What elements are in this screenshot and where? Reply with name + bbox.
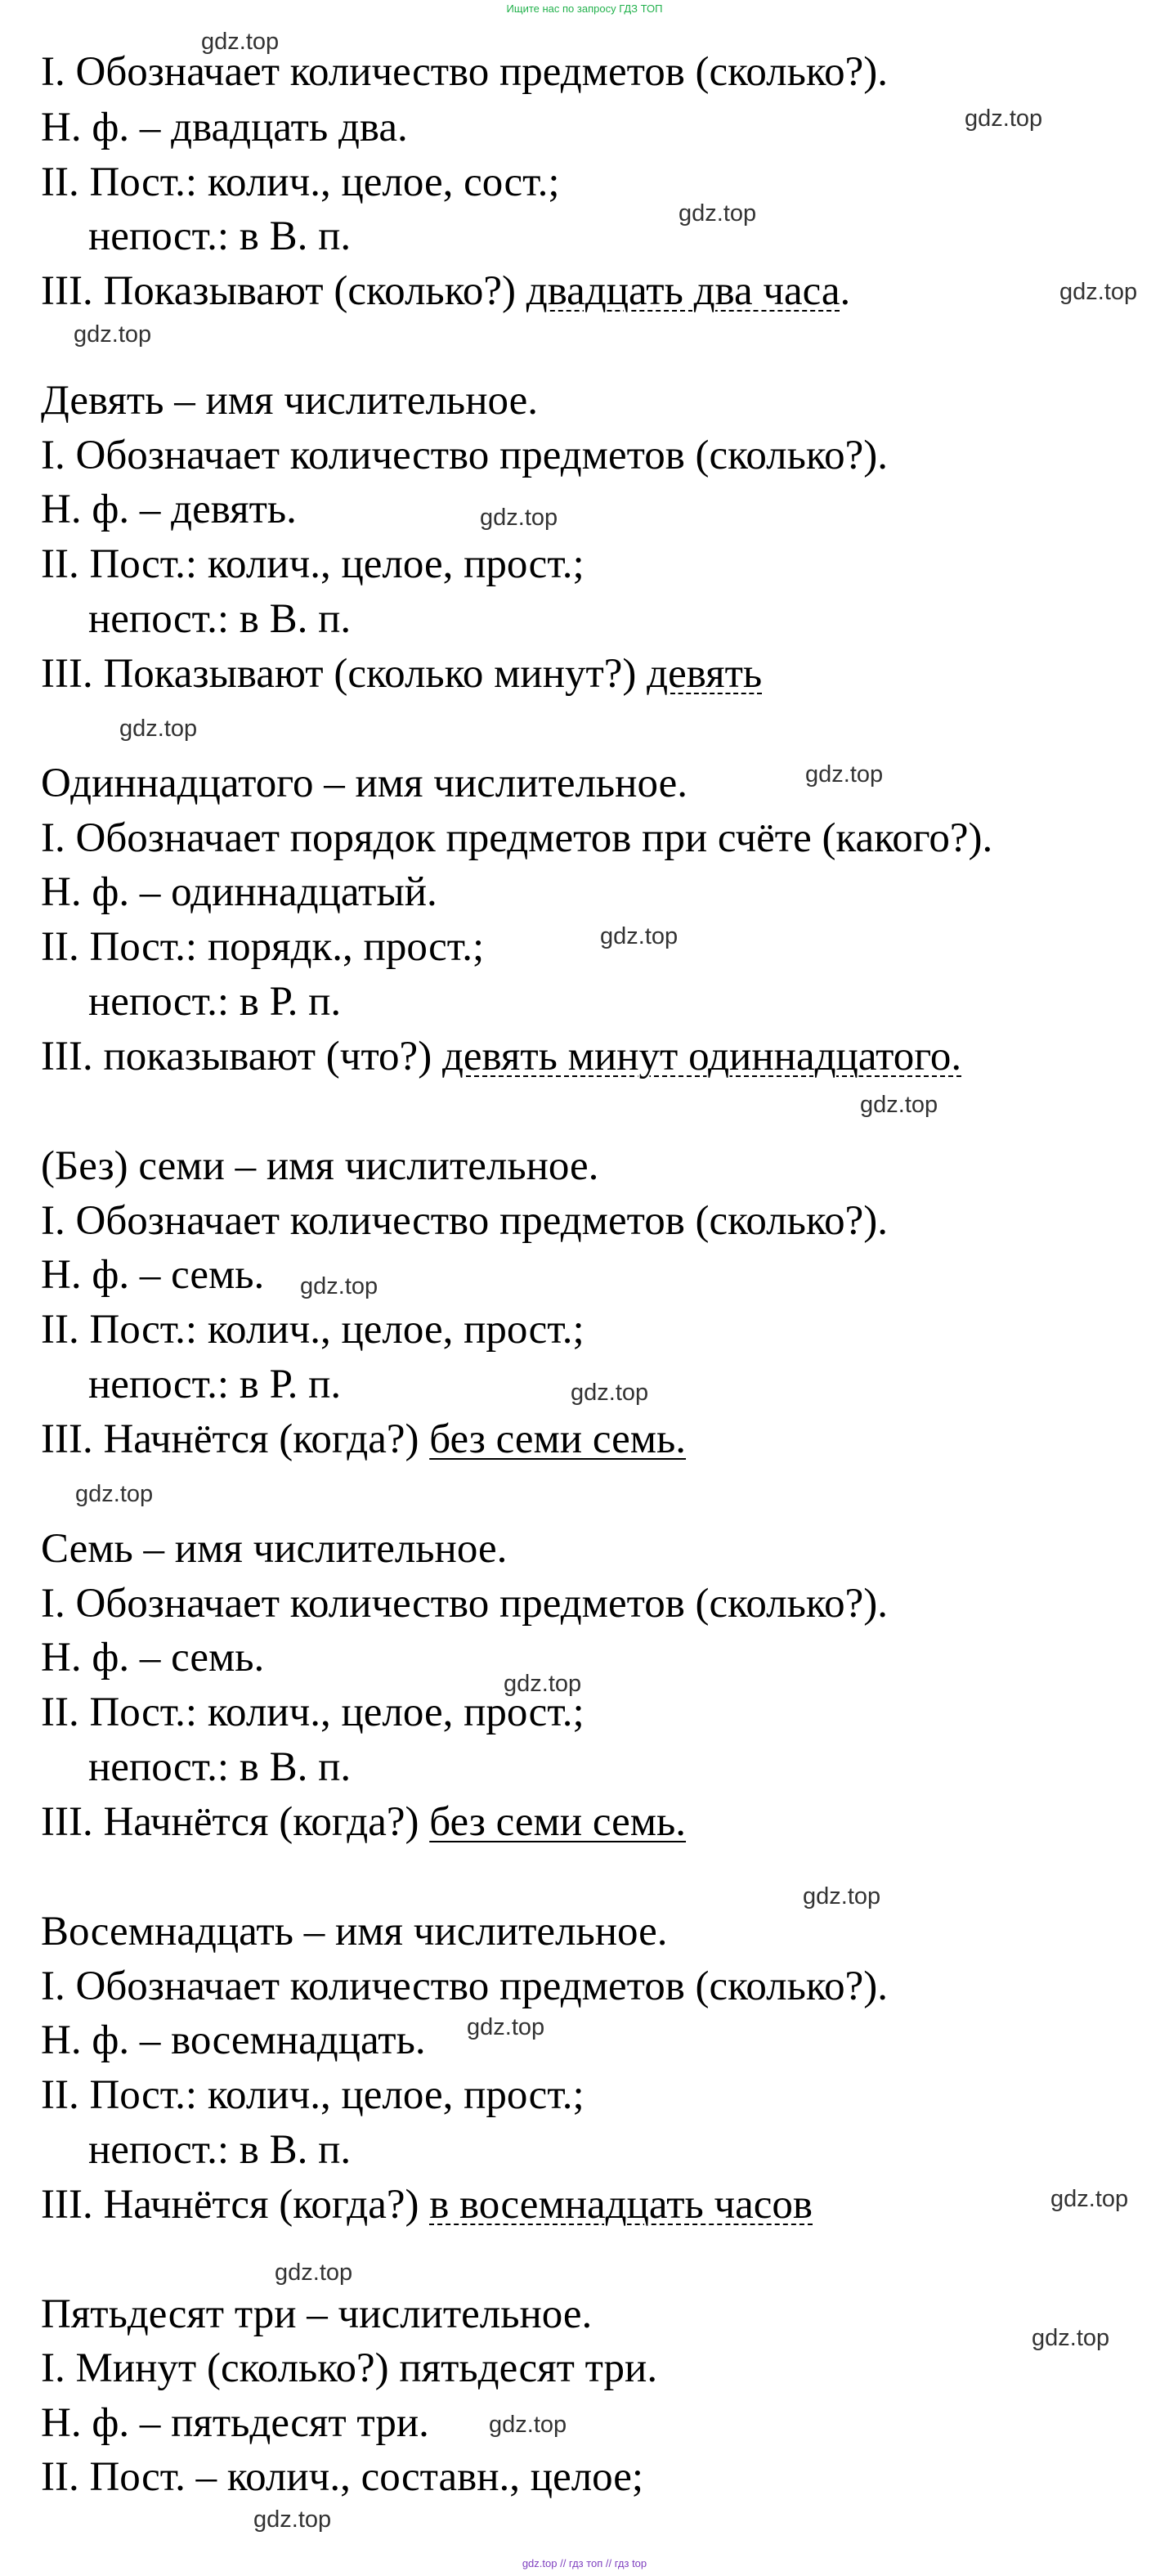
top-banner: Ищите нас по запросу ГДЗ ТОП [506, 2, 663, 15]
watermark: gdz.top [489, 2412, 567, 2438]
text-line: I. Обозначает количество предметов (сколько?). [41, 433, 888, 478]
section-heading: Одиннадцатого – имя числительное. [41, 761, 688, 806]
text-line: Н. ф. – одиннадцатый. [41, 869, 437, 915]
text-line [41, 267, 850, 316]
text-line: I. Обозначает количество предметов (сколько?). [41, 1963, 888, 2009]
section-heading: Восемнадцать – имя числительное. [41, 1909, 668, 1954]
watermark: gdz.top [860, 1092, 938, 1118]
text-line: Н. ф. – двадцать два. [41, 105, 408, 150]
watermark: gdz.top [275, 2260, 353, 2286]
watermark: gdz.top [300, 1273, 378, 1299]
watermark: gdz.top [1059, 279, 1138, 305]
text-line: непост.: в В. п. [88, 2127, 352, 2173]
line-prefix: III. Показывают (сколько?) [41, 268, 526, 314]
text-line [41, 649, 762, 698]
text-line: II. Пост.: колич., целое, прост.; [41, 1307, 584, 1353]
line-prefix: III. Начнётся (когда?) [41, 1799, 430, 1845]
text-line: II. Пост.: колич., целое, прост.; [41, 541, 584, 587]
watermark: gdz.top [965, 105, 1043, 132]
text-line: Н. ф. – семь. [41, 1252, 265, 1298]
watermark: gdz.top [119, 716, 198, 742]
line-prefix: III. Начнётся (когда?) [41, 2182, 430, 2228]
text-line: I. Обозначает количество предметов (сколько?). [41, 49, 888, 95]
text-line: непост.: в Р. п. [88, 1362, 342, 1407]
underlined-answer: девять [647, 651, 763, 697]
text-line [41, 1032, 961, 1081]
footer-links: gdz.top // гдз топ // гдз top [522, 2557, 647, 2569]
text-line [41, 1415, 686, 1464]
text-line: непост.: в В. п. [88, 1744, 352, 1790]
watermark: gdz.top [1050, 2186, 1129, 2212]
text-line: Н. ф. – пятьдесят три. [41, 2400, 429, 2446]
section-heading: Пятьдесят три – числительное. [41, 2291, 593, 2337]
watermark: gdz.top [75, 1481, 154, 1507]
text-line: II. Пост. – колич., составн., целое; [41, 2454, 644, 2500]
text-line: II. Пост.: порядк., прост.; [41, 924, 485, 970]
text-line: II. Пост.: колич., целое, прост.; [41, 2072, 584, 2118]
text-line: I. Обозначает порядок предметов при счёте (какого?). [41, 815, 993, 861]
watermark: gdz.top [201, 29, 280, 55]
watermark: gdz.top [679, 200, 757, 227]
watermark: gdz.top [805, 761, 884, 788]
underlined-answer: двадцать два часа [526, 268, 840, 314]
text-line: I. Обозначает количество предметов (сколько?). [41, 1581, 888, 1627]
text-line: I. Минут (сколько?) пятьдесят три. [41, 2345, 658, 2391]
watermark: gdz.top [504, 1671, 582, 1697]
text-line: Н. ф. – семь. [41, 1635, 265, 1681]
text-line [41, 1797, 686, 1847]
underlined-answer: девять минут одиннадцатого. [441, 1034, 962, 1079]
watermark: gdz.top [480, 505, 558, 531]
text-line: непост.: в В. п. [88, 213, 352, 259]
watermark: gdz.top [803, 1883, 881, 1910]
line-prefix: III. Показывают (сколько минут?) [41, 651, 647, 697]
text-line: Н. ф. – восемнадцать. [41, 2017, 426, 2063]
line-prefix: III. показывают (что?) [41, 1034, 442, 1079]
underlined-answer: без семи семь. [429, 1416, 687, 1462]
section-heading: Девять – имя числительное. [41, 378, 538, 424]
watermark: gdz.top [600, 923, 679, 949]
watermark: gdz.top [253, 2506, 332, 2533]
text-line: Н. ф. – девять. [41, 487, 297, 532]
text-line: II. Пост.: колич., целое, прост.; [41, 1690, 584, 1735]
line-prefix: III. Начнётся (когда?) [41, 1416, 430, 1462]
text-line: I. Обозначает количество предметов (сколько?). [41, 1198, 888, 1244]
text-line: непост.: в Р. п. [88, 979, 342, 1025]
text-line: II. Пост.: колич., целое, сост.; [41, 159, 560, 205]
underlined-answer: без семи семь. [429, 1799, 687, 1845]
watermark: gdz.top [1032, 2325, 1110, 2351]
watermark: gdz.top [467, 2014, 545, 2040]
underlined-answer: в восемнадцать часов [429, 2182, 813, 2228]
text-line [41, 2180, 813, 2229]
watermark: gdz.top [74, 321, 152, 348]
section-heading: Семь – имя числительное. [41, 1526, 508, 1572]
text-line: непост.: в В. п. [88, 596, 352, 642]
section-heading: (Без) семи – имя числительное. [41, 1143, 599, 1189]
line-suffix: . [840, 268, 851, 314]
watermark: gdz.top [571, 1380, 649, 1406]
